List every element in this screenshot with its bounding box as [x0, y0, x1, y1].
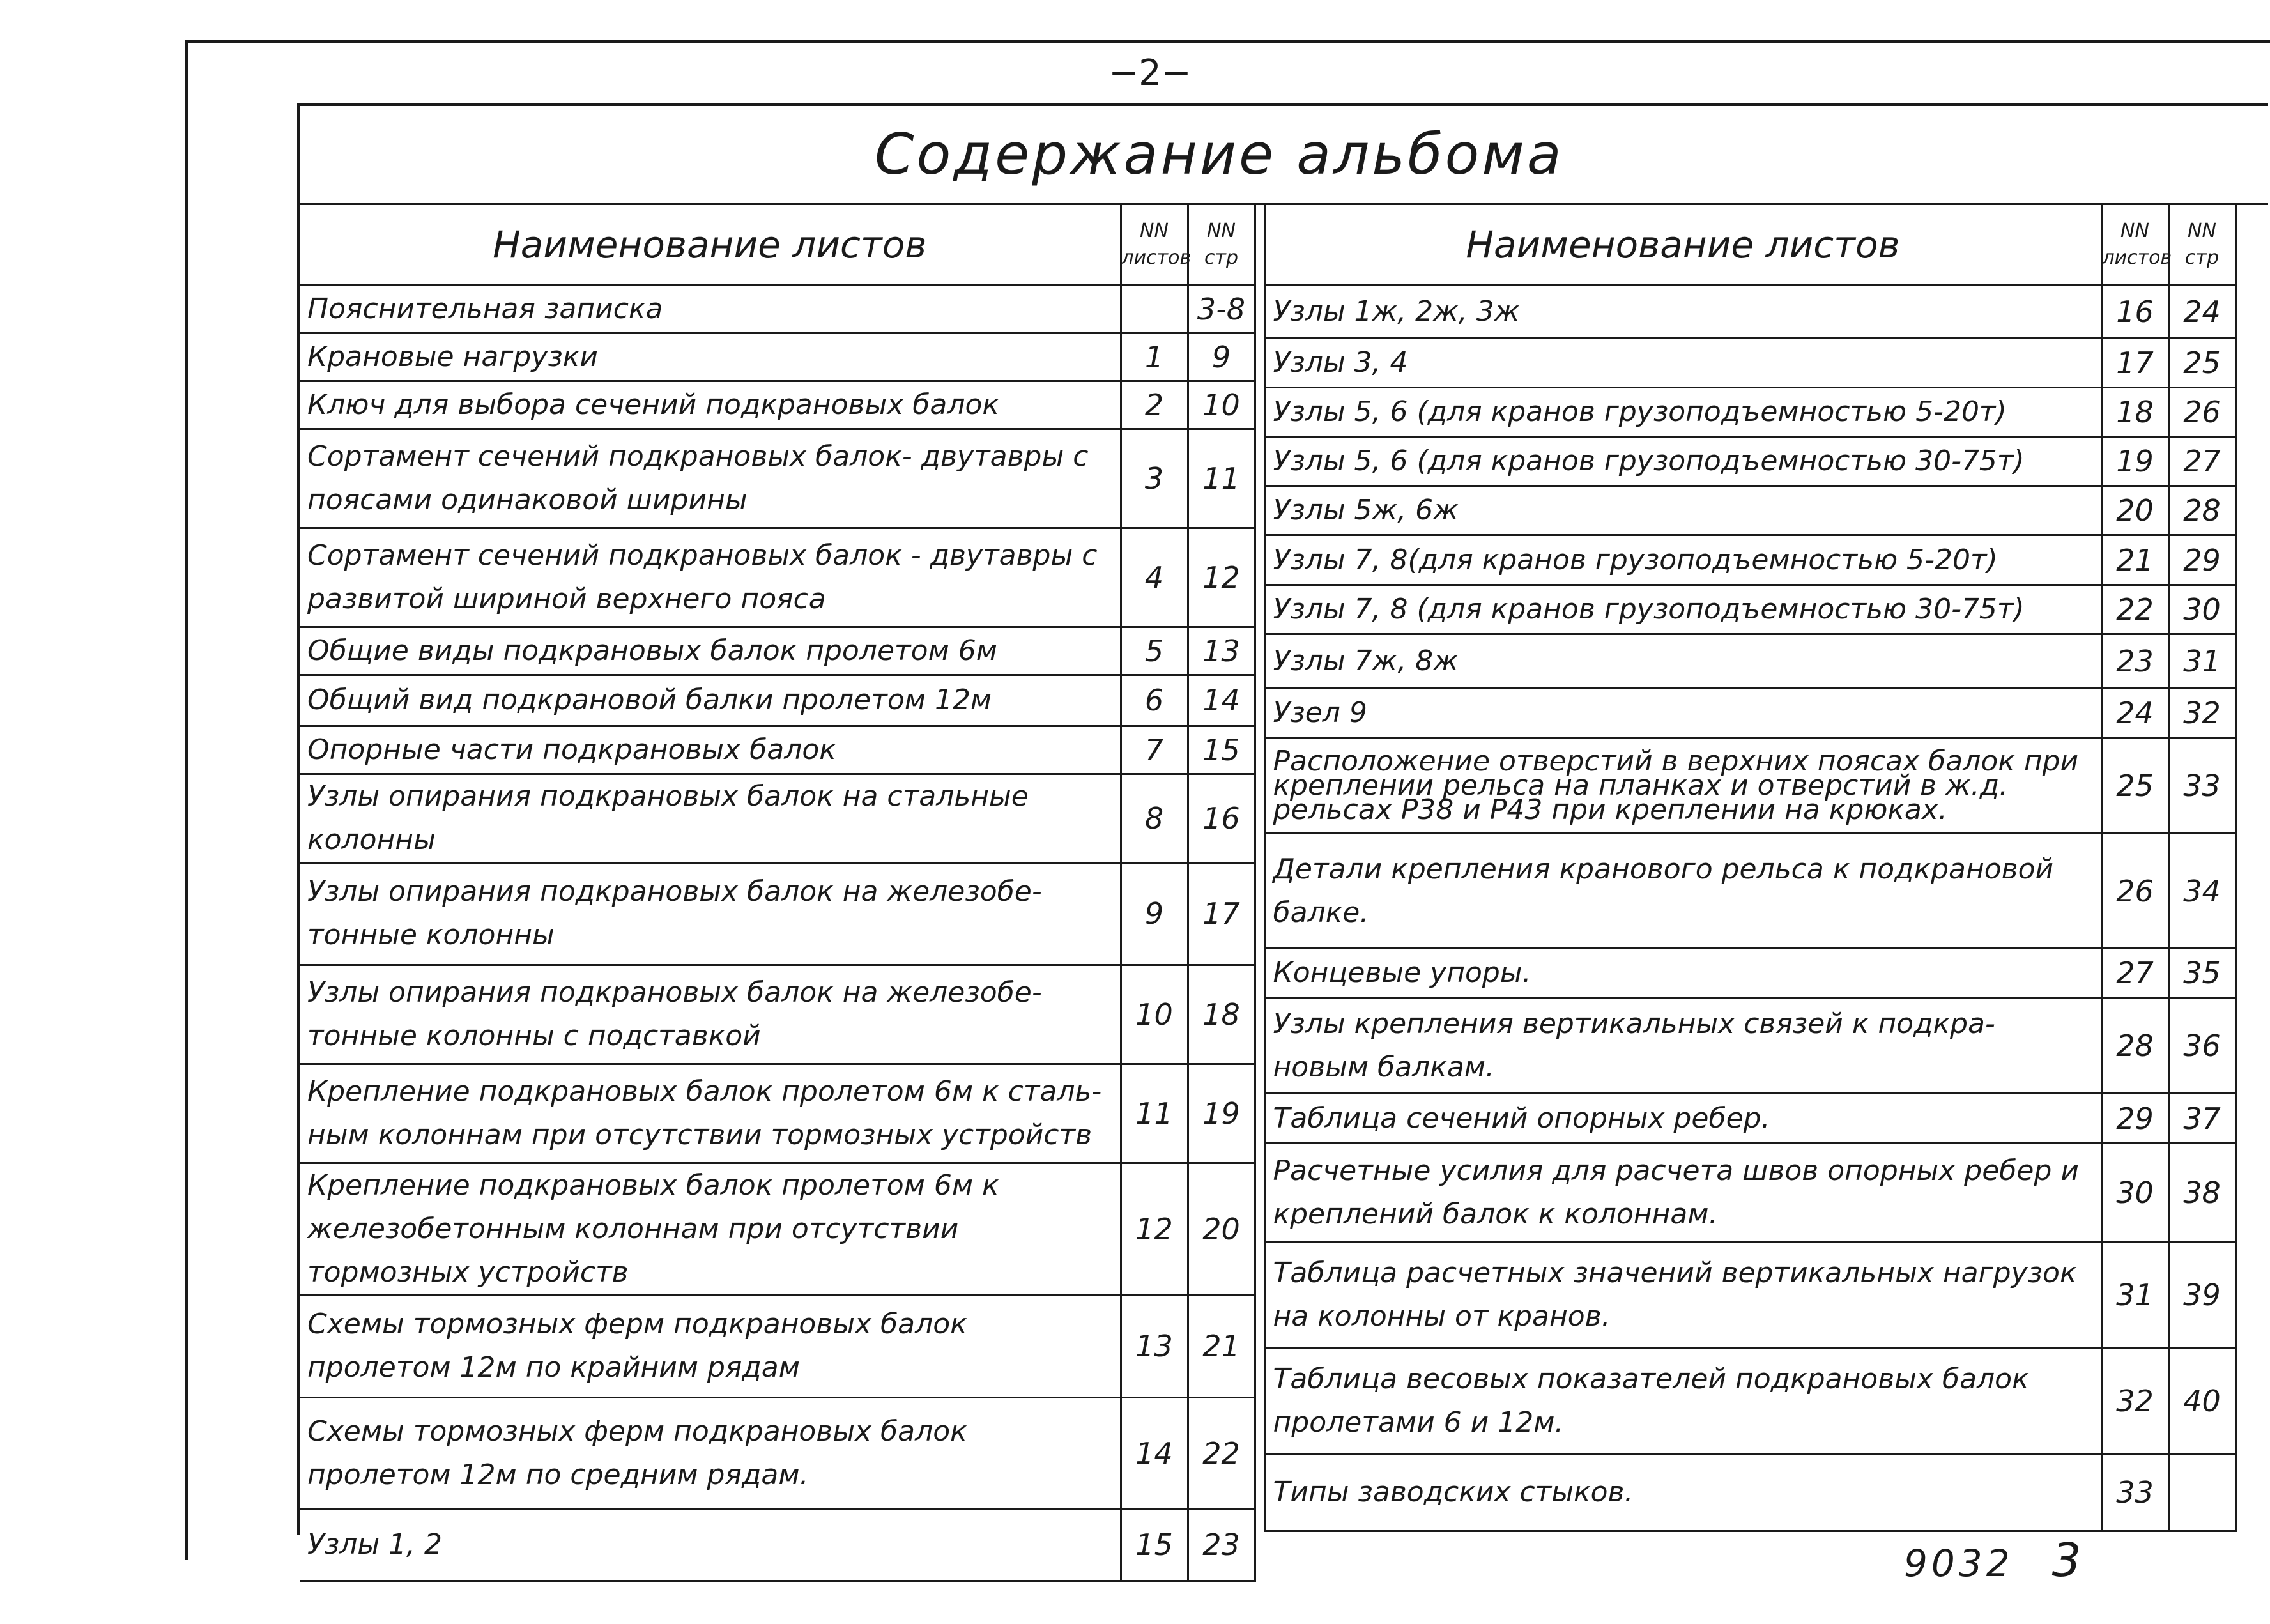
left-row-title: Общий вид подкрановой балки пролетом 12м — [300, 675, 1121, 726]
left-row — [300, 774, 1255, 862]
right-row — [1264, 998, 2235, 1094]
left-row-sheet-number: 12 — [1121, 1163, 1188, 1295]
right-row-title: Узел 9 — [1264, 689, 2101, 738]
right-row-page-number: 29 — [2168, 535, 2235, 585]
left-row — [300, 675, 1255, 726]
left-row — [300, 627, 1255, 675]
left-row-page-number: 21 — [1188, 1295, 1255, 1397]
drawing-stamp — [1904, 1533, 2085, 1587]
right-row-sheet-number: 28 — [2101, 998, 2168, 1094]
left-row-title: Сортамент сечений подкрановых балок - двутавры с развитой шириной верхнего пояса — [300, 528, 1121, 627]
left-row-title: Крановые нагрузки — [300, 333, 1121, 381]
left-row-sheet-number: 1 — [1121, 333, 1188, 381]
right-row-title: Расчетные усилия для расчета швов опорных ребер и креплений балок к колоннам. — [1264, 1143, 2101, 1242]
left-row-sheet-number: 11 — [1121, 1064, 1188, 1163]
header-sheet-no-right-l1: NN — [2120, 219, 2149, 242]
left-row-sheet-number: 8 — [1121, 774, 1188, 862]
left-row — [300, 862, 1255, 965]
right-row — [1264, 1143, 2235, 1242]
left-row — [300, 965, 1255, 1064]
left-row-title: Пояснительная записка — [300, 285, 1121, 333]
right-row — [1264, 285, 2235, 339]
right-row-title: Узлы 7, 8(для кранов грузоподъемностью 5-20т) — [1264, 535, 2101, 585]
header-name: Наименование листов — [300, 205, 1121, 285]
header-page-no-l2: стр — [1204, 246, 1238, 269]
left-row-title: Узлы опирания подкрановых балок на стальные колонны — [300, 774, 1121, 862]
right-row-page-number: 38 — [2168, 1143, 2235, 1242]
header-sheet-no-l2: листов — [1121, 246, 1192, 269]
left-row-sheet-number: 4 — [1121, 528, 1188, 627]
left-row-title: Ключ для выбора сечений подкрановых балок — [300, 381, 1121, 429]
page-title: Содержание альбома — [875, 121, 1564, 187]
header-sheet-no-right — [2101, 205, 2172, 285]
left-table-body — [300, 285, 1255, 1581]
left-row-page-number: 20 — [1188, 1163, 1255, 1295]
left-row-title: Опорные части подкрановых балок — [300, 726, 1121, 774]
right-row-title: Таблица сечений опорных ребер. — [1264, 1094, 2101, 1143]
left-row-sheet-number: 6 — [1121, 675, 1188, 726]
left-row-title: Узлы опирания подкрановых балок на железобе- тонные колонны — [300, 862, 1121, 965]
right-row-sheet-number: 24 — [2101, 689, 2168, 738]
header-sheet-no — [1121, 205, 1192, 285]
right-row-title: Узлы крепления вертикальных связей к подкра- новым балкам. — [1264, 998, 2101, 1094]
header-sheet-no-l1: NN — [1140, 219, 1169, 242]
right-row-title: Узлы 3, 4 — [1264, 339, 2101, 388]
left-row-page-number: 15 — [1188, 726, 1255, 774]
right-row-sheet-number: 27 — [2101, 949, 2168, 998]
left-row — [300, 285, 1255, 333]
left-row-sheet-number — [1121, 285, 1188, 333]
left-row-page-number: 18 — [1188, 965, 1255, 1064]
left-row — [300, 1397, 1255, 1509]
left-row-page-number: 3-8 — [1188, 285, 1255, 333]
left-row-page-number: 22 — [1188, 1397, 1255, 1509]
left-row-page-number: 11 — [1188, 429, 1255, 528]
left-row-page-number: 14 — [1188, 675, 1255, 726]
header-sheet-no-right-l2: листов — [2102, 246, 2172, 269]
right-row-page-number — [2168, 1454, 2235, 1531]
right-row-sheet-number: 18 — [2101, 388, 2168, 437]
left-row-page-number: 19 — [1188, 1064, 1255, 1163]
header-page-no-right-l1: NN — [2188, 219, 2216, 242]
right-row-page-number: 37 — [2168, 1094, 2235, 1143]
left-row — [300, 528, 1255, 627]
right-row-title: Таблица весовых показателей подкрановых балок пролетами 6 и 12м. — [1264, 1348, 2101, 1454]
right-row-sheet-number: 23 — [2101, 634, 2168, 689]
left-row — [300, 1064, 1255, 1163]
right-row-title: Узлы 7, 8 (для кранов грузоподъемностью 30-75т) — [1264, 585, 2101, 634]
header-page-no-right-l2: стр — [2184, 246, 2219, 269]
header-name-right: Наименование листов — [1264, 205, 2101, 285]
left-row — [300, 1295, 1255, 1397]
right-row — [1264, 1242, 2235, 1348]
left-row-page-number: 23 — [1188, 1509, 1255, 1581]
left-row-sheet-number: 13 — [1121, 1295, 1188, 1397]
left-row-sheet-number: 10 — [1121, 965, 1188, 1064]
left-row-sheet-number: 14 — [1121, 1397, 1188, 1509]
left-row-title: Схемы тормозных ферм подкрановых балок пролетом 12м по средним рядам. — [300, 1397, 1121, 1509]
right-row-page-number: 30 — [2168, 585, 2235, 634]
right-row-title: Детали крепления кранового рельса к подкрановой балке. — [1264, 834, 2101, 949]
left-row-title: Сортамент сечений подкрановых балок- двутавры с поясами одинаковой ширины — [300, 429, 1121, 528]
contents-sheet — [297, 103, 2268, 1562]
stamp-code: 9032 — [1904, 1542, 2014, 1585]
right-row-sheet-number: 25 — [2101, 738, 2168, 834]
left-row-sheet-number: 5 — [1121, 627, 1188, 675]
right-row-title: Узлы 7ж, 8ж — [1264, 634, 2101, 689]
right-row-sheet-number: 21 — [2101, 535, 2168, 585]
right-row-sheet-number: 31 — [2101, 1242, 2168, 1348]
right-row — [1264, 738, 2235, 834]
right-row-title: Таблица расчетных значений вертикальных нагрузок на колонны от кранов. — [1264, 1242, 2101, 1348]
right-row-title: Узлы 1ж, 2ж, 3ж — [1264, 285, 2101, 339]
right-row-title: Узлы 5, 6 (для кранов грузоподъемностью 5-20т) — [1264, 388, 2101, 437]
left-row — [300, 381, 1255, 429]
right-row-page-number: 26 — [2168, 388, 2235, 437]
right-row-page-number: 32 — [2168, 689, 2235, 738]
right-row-page-number: 33 — [2168, 738, 2235, 834]
left-row-page-number: 10 — [1188, 381, 1255, 429]
right-row — [1264, 1454, 2235, 1531]
left-row-title: Узлы 1, 2 — [300, 1509, 1121, 1581]
right-row — [1264, 689, 2235, 738]
right-row — [1264, 1348, 2235, 1454]
right-row-page-number: 35 — [2168, 949, 2235, 998]
right-row — [1264, 388, 2235, 437]
right-row-sheet-number: 22 — [2101, 585, 2168, 634]
right-row-sheet-number: 19 — [2101, 437, 2168, 486]
right-row-title: Узлы 5ж, 6ж — [1264, 486, 2101, 535]
left-row — [300, 1509, 1255, 1581]
right-row-page-number: 31 — [2168, 634, 2235, 689]
left-row-title: Узлы опирания подкрановых балок на железобе- тонные колонны с подставкой — [300, 965, 1121, 1064]
right-row-page-number: 24 — [2168, 285, 2235, 339]
right-row-title: Типы заводских стыков. — [1264, 1454, 2101, 1531]
left-row-title: Крепление подкрановых балок пролетом 6м к железобетонным колоннам при отсутствии тормозных устройств — [300, 1163, 1121, 1295]
left-row — [300, 429, 1255, 528]
contents-table-right — [1264, 205, 2237, 1532]
header-page-no-l1: NN — [1207, 219, 1236, 242]
right-row-sheet-number: 16 — [2101, 285, 2168, 339]
header-page-no-right — [2168, 205, 2235, 285]
right-row-title: Расположение отверстий в верхних поясах балок при креплении рельса на планках и отверстий в ж.д. рельсах Р38 и Р43 при креплении на крюках. — [1264, 738, 2101, 834]
left-row-sheet-number: 15 — [1121, 1509, 1188, 1581]
left-row — [300, 1163, 1255, 1295]
right-row — [1264, 949, 2235, 998]
right-row-page-number: 36 — [2168, 998, 2235, 1094]
right-row-sheet-number: 32 — [2101, 1348, 2168, 1454]
stamp-sheet-number: 3 — [2051, 1533, 2085, 1587]
right-row-page-number: 39 — [2168, 1242, 2235, 1348]
left-row-title: Крепление подкрановых балок пролетом 6м к сталь- ным колоннам при отсутствии тормозных устройств — [300, 1064, 1121, 1163]
right-row-sheet-number: 30 — [2101, 1143, 2168, 1242]
left-row-page-number: 12 — [1188, 528, 1255, 627]
left-row — [300, 726, 1255, 774]
header-page-no — [1188, 205, 1255, 285]
right-row-page-number: 27 — [2168, 437, 2235, 486]
left-row-page-number: 13 — [1188, 627, 1255, 675]
left-row-sheet-number: 2 — [1121, 381, 1188, 429]
right-row-title: Концевые упоры. — [1264, 949, 2101, 998]
right-row — [1264, 437, 2235, 486]
left-row-page-number: 16 — [1188, 774, 1255, 862]
frame-left-border — [185, 40, 188, 1560]
left-row-sheet-number: 3 — [1121, 429, 1188, 528]
frame-top-border — [188, 40, 2270, 43]
left-row-title: Схемы тормозных ферм подкрановых балок пролетом 12м по крайним рядам — [300, 1295, 1121, 1397]
title-row — [300, 106, 2268, 205]
right-table-body — [1264, 285, 2235, 1531]
right-row — [1264, 1094, 2235, 1143]
page-number: −2− — [1108, 52, 1192, 94]
right-row-sheet-number: 17 — [2101, 339, 2168, 388]
right-row-sheet-number: 29 — [2101, 1094, 2168, 1143]
tables-area — [300, 205, 2268, 1562]
left-row-sheet-number: 9 — [1121, 862, 1188, 965]
right-row — [1264, 585, 2235, 634]
right-row-sheet-number: 33 — [2101, 1454, 2168, 1531]
contents-table-left — [300, 205, 1256, 1582]
left-row-title: Общие виды подкрановых балок пролетом 6м — [300, 627, 1121, 675]
left-row-page-number: 17 — [1188, 862, 1255, 965]
right-row-page-number: 34 — [2168, 834, 2235, 949]
right-row-sheet-number: 20 — [2101, 486, 2168, 535]
right-row-page-number: 28 — [2168, 486, 2235, 535]
right-row — [1264, 486, 2235, 535]
right-row-title: Узлы 5, 6 (для кранов грузоподъемностью 30-75т) — [1264, 437, 2101, 486]
right-row — [1264, 834, 2235, 949]
right-row — [1264, 535, 2235, 585]
right-row-page-number: 40 — [2168, 1348, 2235, 1454]
left-row-page-number: 9 — [1188, 333, 1255, 381]
right-row-sheet-number: 26 — [2101, 834, 2168, 949]
right-row — [1264, 634, 2235, 689]
left-row — [300, 333, 1255, 381]
right-row — [1264, 339, 2235, 388]
left-row-sheet-number: 7 — [1121, 726, 1188, 774]
right-row-page-number: 25 — [2168, 339, 2235, 388]
